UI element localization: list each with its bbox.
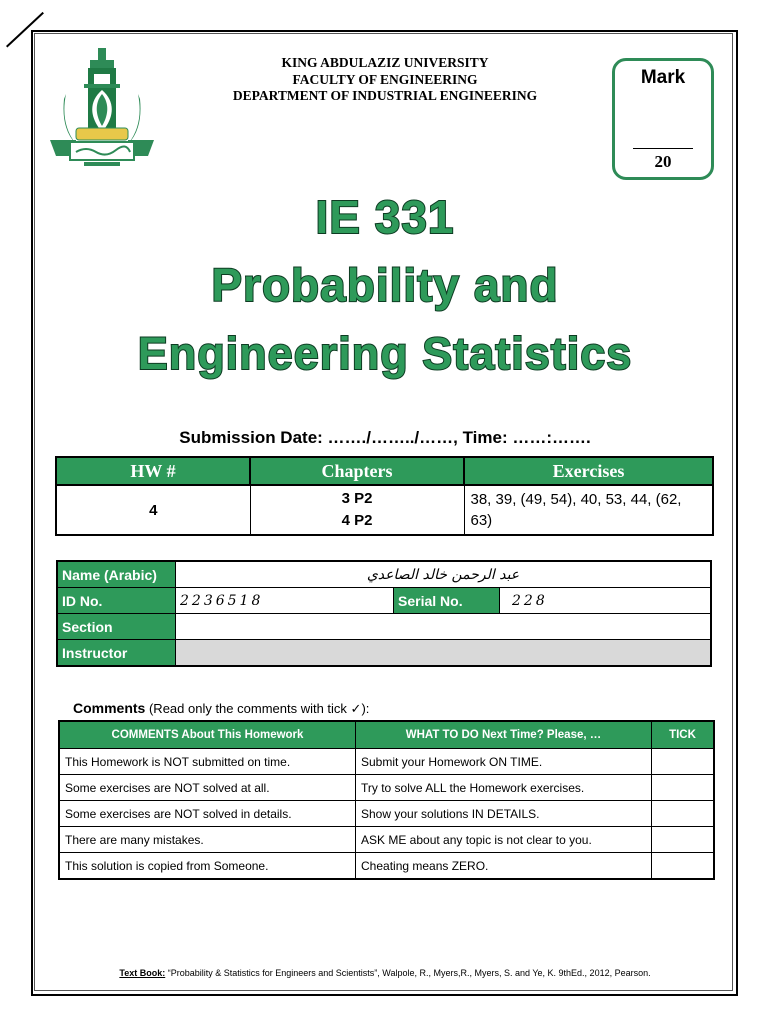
instructor-field [176,640,712,667]
chapter-2: 4 P2 [341,512,373,529]
faculty-name: FACULTY OF ENGINEERING [292,71,478,87]
comment-text: There are many mistakes. [59,827,356,853]
mark-label: Mark [640,67,686,88]
student-info-table [56,560,712,667]
todo-text: Submit your Homework ON TIME. [356,749,652,775]
comment-row [59,853,714,880]
comments-title [73,700,369,717]
tick-cell[interactable] [652,801,715,827]
chapters-header: Chapters [250,457,464,485]
course-title-line1: Probability and [211,259,559,311]
mark-box [612,58,714,180]
comment-text: Some exercises are NOT solved in details. [59,801,356,827]
comment-text: This solution is copied from Someone. [59,853,356,880]
serial-label: Serial No. [394,588,500,614]
section-label: Section [57,614,176,640]
chapters-cell [250,485,464,535]
chapter-1: 3 P2 [341,490,373,507]
mark-line [633,148,693,149]
mark-total: 20 [654,152,672,171]
tick-cell[interactable] [652,749,715,775]
comment-row [59,749,714,775]
id-row [57,588,711,614]
university-name: KING ABDULAZIZ UNIVERSITY [281,55,489,70]
name-field[interactable]: عبد الرحمن خالد الصاعدي [176,561,712,588]
comments-header: COMMENTS About This Homework [59,721,356,749]
section-row [57,614,711,640]
homework-row [56,485,713,535]
serial-field[interactable]: 228 [500,588,712,614]
exercises-header: Exercises [464,457,713,485]
homework-table [55,456,714,536]
university-header [180,55,590,105]
instructor-label: Instructor [57,640,176,667]
todo-text: Try to solve ALL the Homework exercises. [356,775,652,801]
todo-text: Cheating means ZERO. [356,853,652,880]
tick-cell[interactable] [652,853,715,880]
comment-text: Some exercises are NOT solved at all. [59,775,356,801]
comment-row [59,775,714,801]
hw-number: 4 [56,485,250,535]
comment-row [59,801,714,827]
name-label: Name (Arabic) [57,561,176,588]
tick-cell[interactable] [652,775,715,801]
homework-table-header [56,457,713,485]
textbook-label: Text Book: [119,968,166,978]
textbook-reference [40,968,730,978]
todo-text: Show your solutions IN DETAILS. [356,801,652,827]
todo-header: WHAT TO DO Next Time? Please, … [356,721,652,749]
department-name: DEPARTMENT OF INDUSTRIAL ENGINEERING [232,88,538,103]
exercises-cell: 38, 39, (49, 54), 40, 53, 44, (62, 63) [464,485,713,535]
name-row [57,561,711,588]
course-code: IE 331 [315,191,455,243]
comment-text: This Homework is NOT submitted on time. [59,749,356,775]
comments-table [58,720,715,880]
textbook-text: “Probability & Statistics for Engineers and Scientists”, Walpole, R., Myers,R., Myers, S. and Ye, K. 9thEd., 2012, Pearson. [165,968,651,978]
university-logo [46,44,158,174]
tick-header: TICK [652,721,715,749]
comments-title-bold: Comments [73,700,146,716]
hw-number-header: HW # [56,457,250,485]
id-label: ID No. [57,588,176,614]
todo-text: ASK ME about any topic is not clear to you. [356,827,652,853]
id-field[interactable]: 2236518 [176,588,394,614]
comment-row [59,827,714,853]
section-field[interactable] [176,614,712,640]
tick-cell[interactable] [652,827,715,853]
instructor-row [57,640,711,667]
course-title-line2: Engineering Statistics [137,328,633,379]
comments-table-header [59,721,714,749]
comments-title-rest: (Read only the comments with tick ✓): [145,701,370,716]
submission-date: Submission Date: ……./……../……, Time: ……:……. [179,428,591,447]
